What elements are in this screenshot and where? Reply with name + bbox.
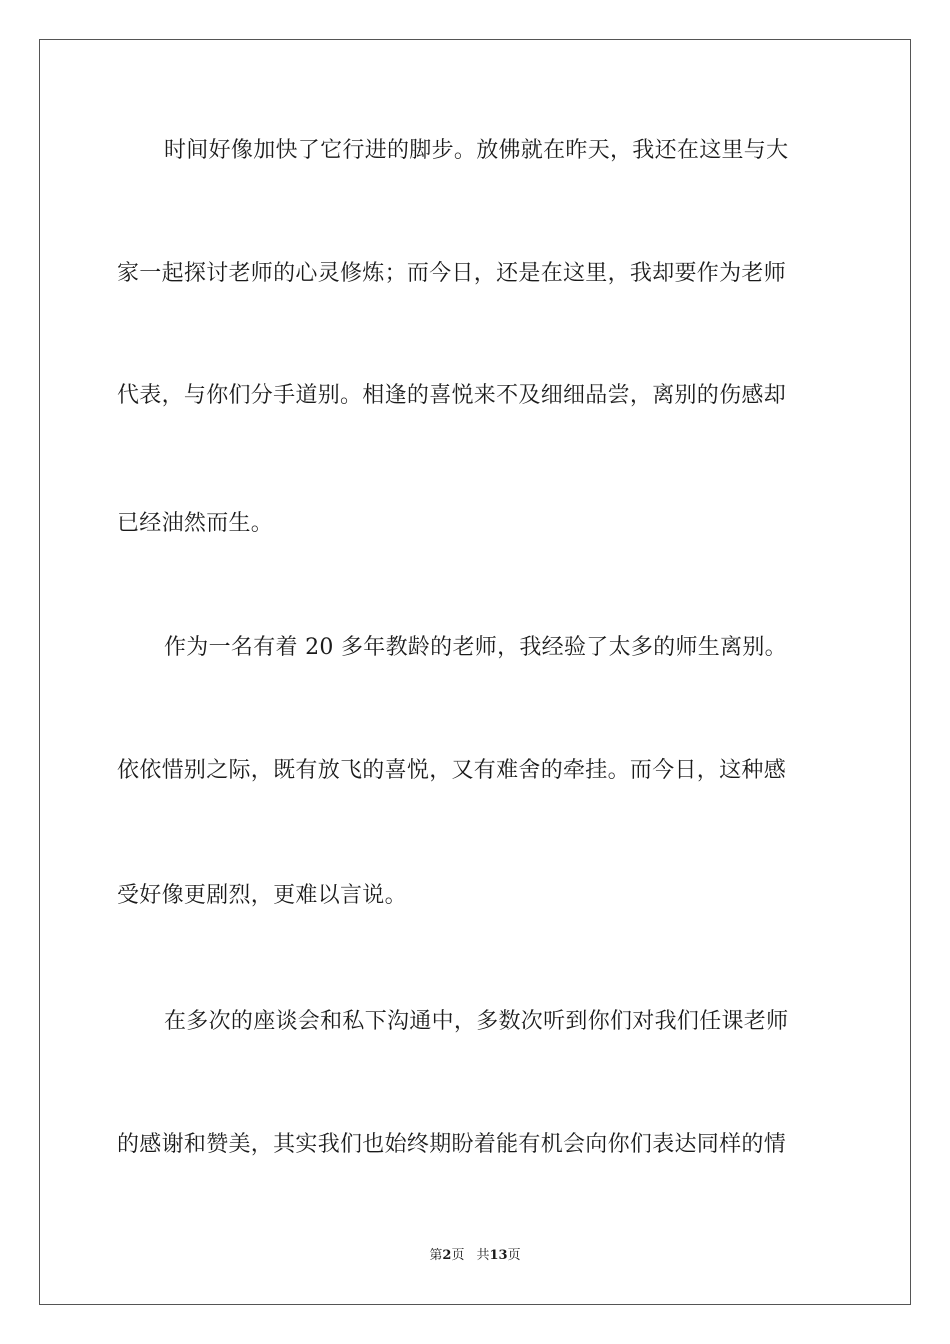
footer-total-pages: 13 <box>489 1248 508 1263</box>
footer-page-prefix: 第 <box>429 1248 443 1263</box>
paragraph-3-line-2: 的感谢和赞美，其实我们也始终期盼着能有机会向你们表达同样的情 <box>117 1132 787 1157</box>
footer-page-suffix: 页 <box>451 1248 465 1263</box>
paragraph-2-line-2: 依依惜别之际，既有放飞的喜悦，又有难舍的牵挂。而今日，这种感 <box>117 758 787 783</box>
paragraph-1-line-3: 代表，与你们分手道别。相逢的喜悦来不及细细品尝，离别的伤感却 <box>117 383 787 408</box>
footer-page-number: 2 <box>442 1248 452 1263</box>
page-frame <box>39 39 911 1305</box>
paragraph-1-line-2: 家一起探讨老师的心灵修炼；而今日，还是在这里，我却要作为老师 <box>117 261 787 286</box>
paragraph-2-line-3: 受好像更剧烈，更难以言说。 <box>117 883 407 908</box>
paragraph-2-line-1: 作为一名有着 20 多年教龄的老师，我经验了太多的师生离别。 <box>164 635 787 660</box>
paragraph-1-line-1: 时间好像加快了它行进的脚步。放佛就在昨天，我还在这里与大 <box>164 138 789 163</box>
footer-total-suffix: 页 <box>507 1248 521 1263</box>
paragraph-3-line-1: 在多次的座谈会和私下沟通中，多数次听到你们对我们任课老师 <box>164 1009 789 1034</box>
paragraph-1-line-4: 已经油然而生。 <box>117 511 274 536</box>
footer-total-prefix: 共 <box>476 1248 490 1263</box>
page-footer <box>0 1246 950 1266</box>
